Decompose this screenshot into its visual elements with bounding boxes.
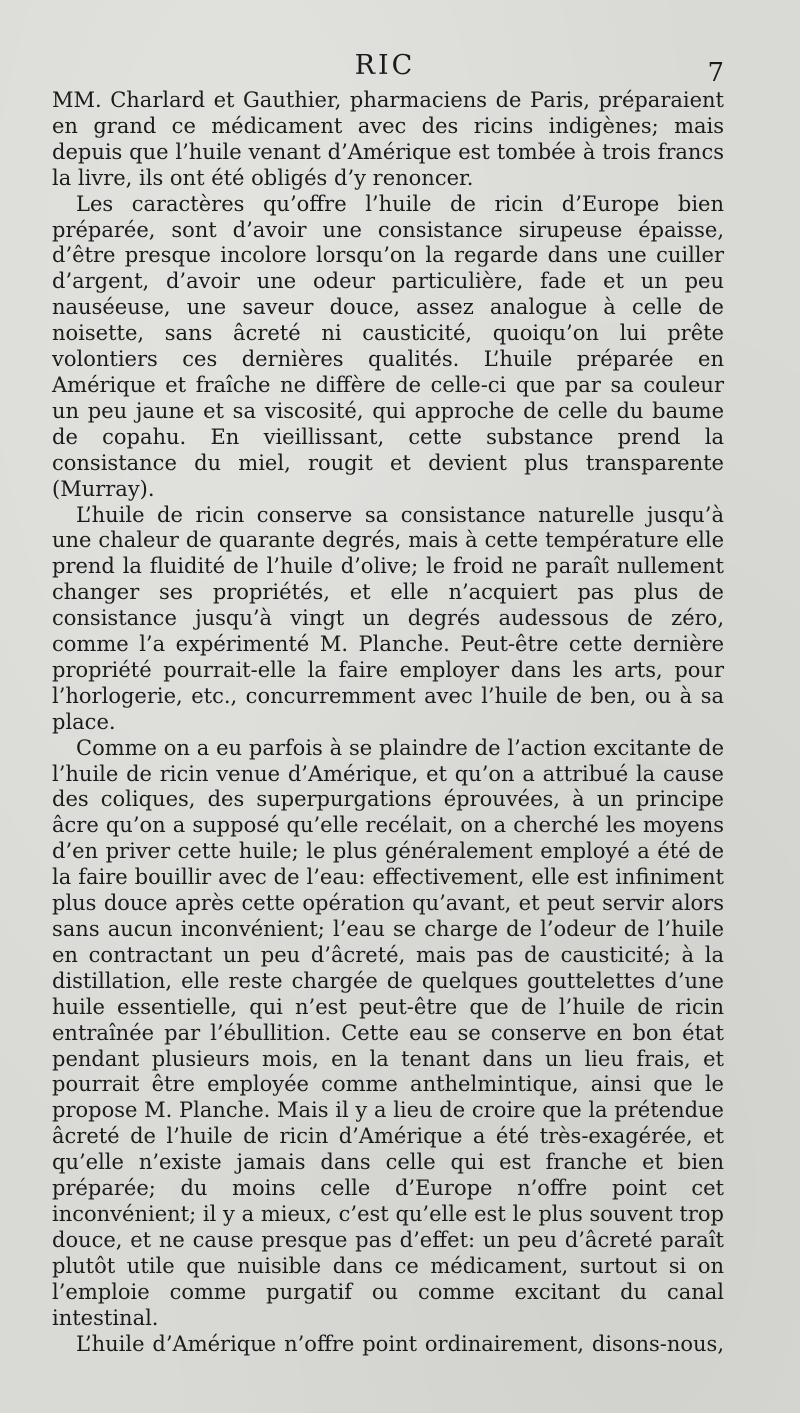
running-head — [0, 48, 800, 88]
paragraph: MM. Charlard et Gauthier, pharmaciens de Paris, préparaient en grand ce médicament avec des ricins indigènes; mais depuis que l’huile venant d’Amérique est tombée à trois francs la livre, ils ont été obligés d’y renoncer. — [52, 88, 724, 190]
page-number: 7 — [707, 58, 724, 88]
paragraph: Les caractères qu’offre l’huile de ricin d’Europe bien préparée, sont d’avoir une consistance sirupeuse épaisse, d’être presque incolore lorsqu’on la regarde dans une cuiller d’argent, d’avoir une odeur particulière, fade et un peu nauséeuse, une saveur douce, assez analogue à celle de noisette, sans âcreté ni causticité, quoiqu’on lui prête volontiers ces dernières qualités. L’huile préparée en Amérique et fraîche ne diffère de celle-ci que par sa couleur un peu jaune et sa viscosité, qui approche de celle du baume de copahu. En vieillissant, cette substance prend la consistance du miel, rougit et devient plus transparente (Murray). — [52, 191, 724, 501]
paragraph: Comme on a eu parfois à se plaindre de l’action excitante de l’huile de ricin venue d’Amérique, et qu’on a attribué la cause des coliques, des superpurgations éprouvées, à un principe âcre qu’on a supposé qu’elle recélait, on a cherché les moyens d’en priver cette huile; le plus généralement employé a été de la faire bouillir avec de l’eau: effectivement, elle est infiniment plus douce après cette opération qu’avant, et peut servir alors sans aucun inconvénient; l’eau se charge de l’odeur de l’huile en contractant un peu d’âcreté, mais pas de causticité; à la distillation, elle reste chargée de quelques gouttelettes d’une huile essentielle, qui n’est peut-être que de l’huile de ricin entraînée par l’ébullition. Cette eau se conserve en bon état pendant plusieurs mois, en la tenant dans un lieu frais, et pourrait être employée comme anthelmintique, ainsi que le propose M. Planche. Mais il y a lieu de croire que la prétendue âcreté de l’huile de ricin d’Amérique a été très-exagérée, et qu’elle n’existe jamais dans celle qui est franche et bien préparée; du moins celle d’Europe n’offre point cet inconvénient; il y a mieux, c’est qu’elle est le plus souvent trop douce, et ne cause presque pas d’effet: un peu d’âcreté paraît plutôt utile que nuisible dans ce médicament, surtout si on l’emploie comme purgatif ou comme excitant du canal intestinal. — [52, 735, 724, 1330]
paragraph: L’huile de ricin conserve sa consistance naturelle jusqu’à une chaleur de quarante degrés, mais à cette température elle prend la fluidité de l’huile d’olive; le froid ne paraît nullement changer ses propriétés, et elle n’acquiert pas plus de consistance jusqu’à vingt un degrés audessous de zéro, comme l’a expérimenté M. Planche. Peut-être cette dernière propriété pourrait-elle la faire employer dans les arts, pour l’horlogerie, etc., concurremment avec l’huile de ben, ou à sa place. — [52, 502, 724, 734]
paragraph: L’huile d’Amérique n’offre point ordinairement, disons-nous, — [76, 1331, 724, 1356]
body-text — [52, 88, 724, 1357]
running-title: RIC — [354, 50, 416, 81]
